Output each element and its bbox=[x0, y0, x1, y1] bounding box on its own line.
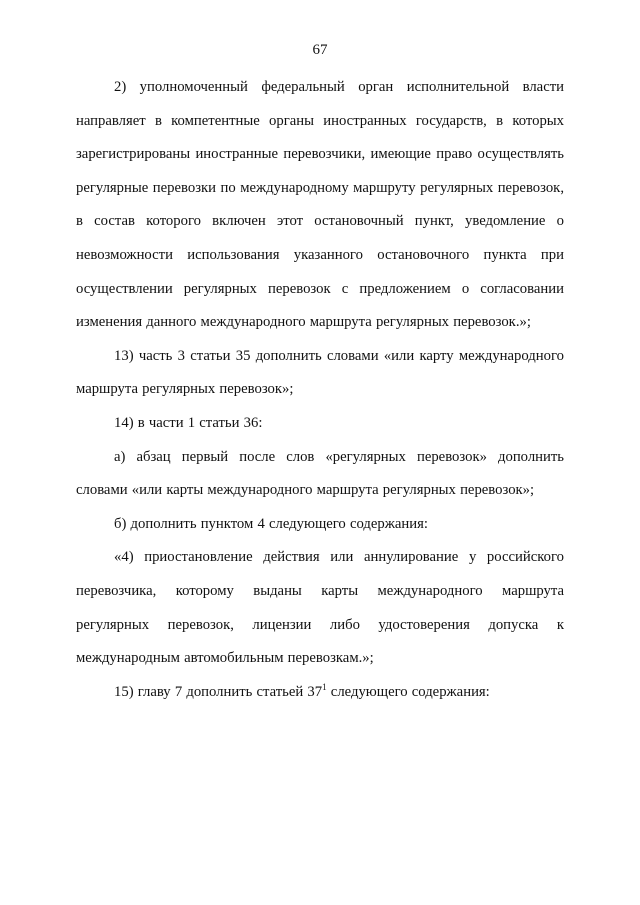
paragraph-item-15 bbox=[76, 676, 564, 710]
article-superscript: 1 bbox=[322, 681, 327, 692]
page-number: 67 bbox=[312, 42, 328, 58]
paragraph-item-15-tail: следующего содержания: bbox=[326, 683, 490, 700]
document-body bbox=[76, 71, 564, 709]
paragraph-subitem-b: б) дополнить пунктом 4 следующего содержания: bbox=[114, 515, 428, 532]
paragraph-item-13: 13) часть 3 статьи 35 дополнить словами «или карту международного маршрута регулярных перевозок»; bbox=[76, 347, 564, 398]
paragraph-item-2: 2) уполномоченный федеральный орган исполнительной власти направляет в компетентные органы иностранных государств, в которых зарегистрированы иностранные перевозчики, имеющие право осуществлять регулярные перевозки по международному маршруту регулярных перевозок, в состав которого включен этот остановочный пункт, уведомление о невозможности использования указанного остановочного пункта при осуществлении регулярных перевозок с предложением о согласовании изменения данного международного маршрута регулярных перевозок.»; bbox=[76, 79, 564, 331]
paragraph-item-15-text: 15) главу 7 дополнить статьей 37 bbox=[114, 683, 323, 700]
paragraph-subitem-a: а) абзац первый после слов «регулярных перевозок» дополнить словами «или карты международного маршрута регулярных перевозок»; bbox=[76, 448, 564, 499]
paragraph-new-point-4: «4) приостановление действия или аннулирование у российского перевозчика, которому выданы карты международного маршрута регулярных перевозок, лицензии либо удостоверения допуска к международным автомобильным перевозкам.»; bbox=[76, 549, 564, 667]
paragraph-item-14: 14) в части 1 статьи 36: bbox=[114, 414, 263, 431]
